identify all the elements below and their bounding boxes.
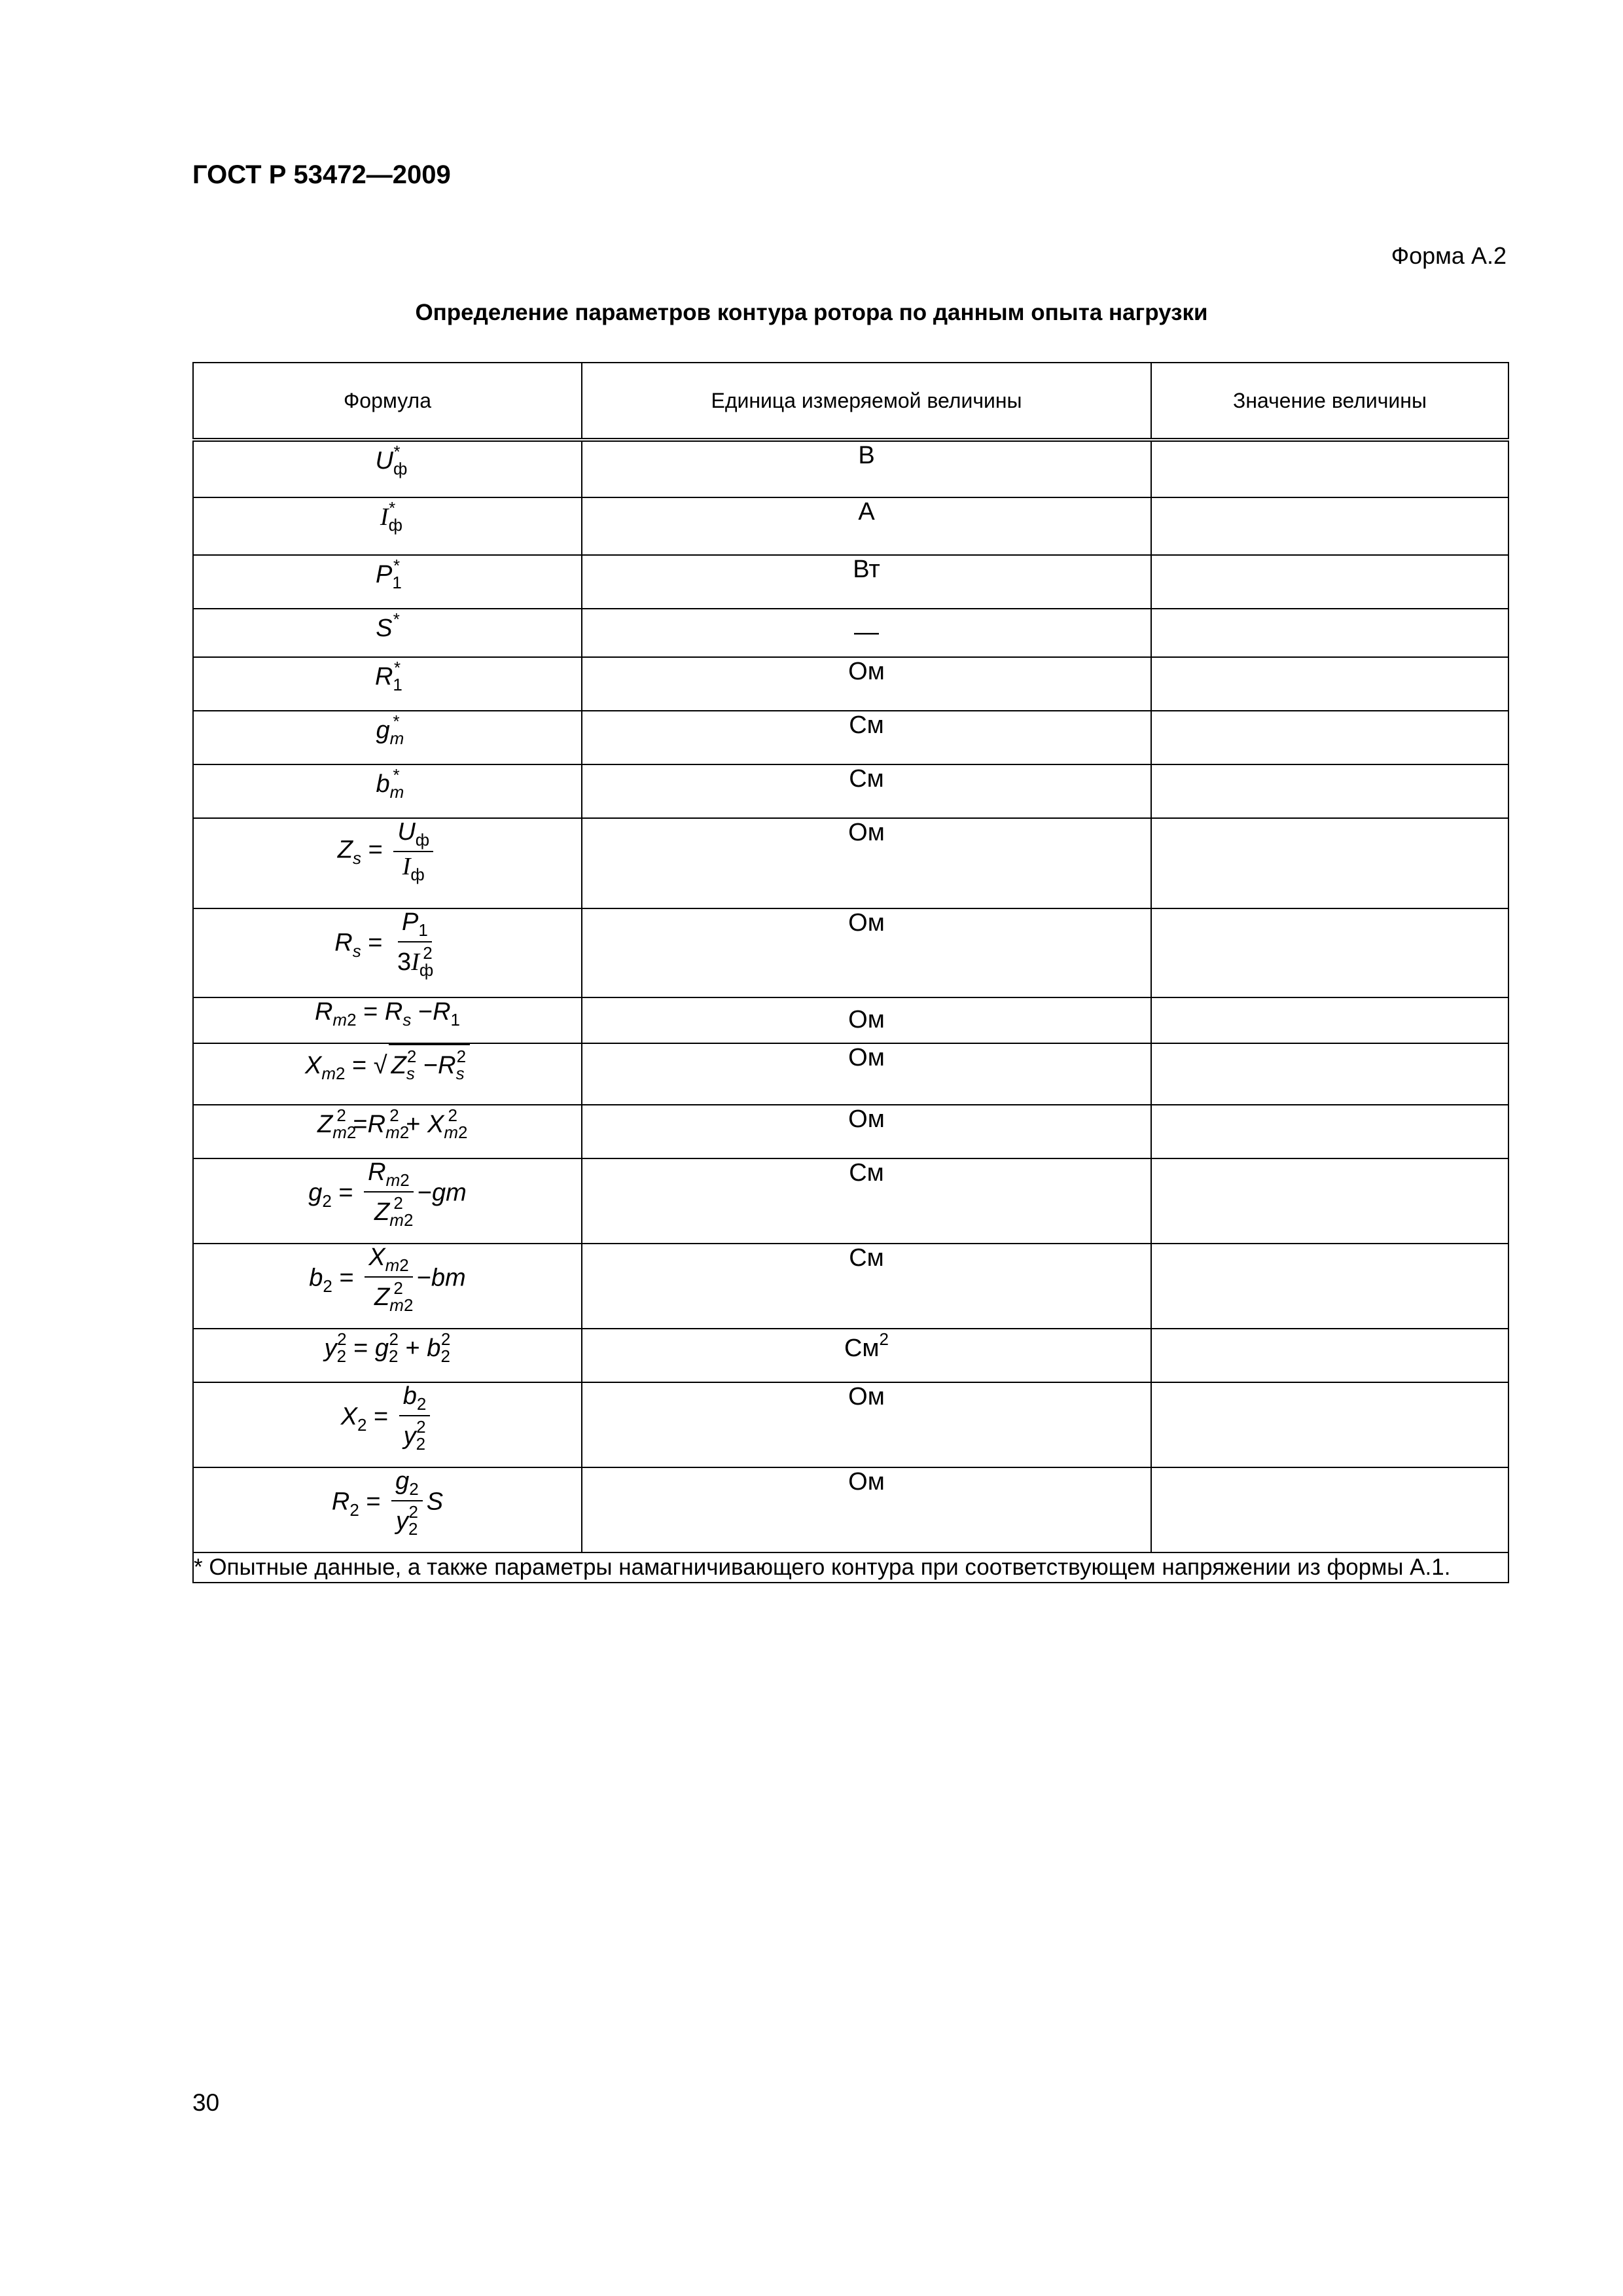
value-cell[interactable] [1151,1105,1508,1158]
column-header-formula: Формула [193,363,582,440]
table-row [193,440,1508,497]
table-row [193,1467,1508,1552]
formula-cell: $I_ф^*$ [193,497,582,555]
formula-cell: $P_1^*$ [193,555,582,609]
unit-cell: См [582,764,1151,818]
unit-cell: См [582,1158,1151,1244]
value-cell[interactable] [1151,818,1508,908]
table-row [193,657,1508,711]
document-header: ГОСТ Р 53472—2009 [192,160,451,189]
form-reference: Форма А.2 [1391,242,1507,269]
formula-cell: $y_2^2 = g_2^2 + b_2^2$ [193,1329,582,1382]
footnote-row [193,1552,1508,1583]
formula-cell: $R_s$ = $\frac{P_1}{3I_ф^2}$ [193,908,582,997]
value-cell[interactable] [1151,1382,1508,1467]
unit-cell: Ом [582,818,1151,908]
value-cell[interactable] [1151,497,1508,555]
unit-cell: Ом [582,1105,1151,1158]
value-cell[interactable] [1151,1329,1508,1382]
table-header-row [193,363,1508,440]
unit-cell: Вт [582,555,1151,609]
formula-cell: $g_m^*$ [193,711,582,764]
unit-cell: Ом [582,657,1151,711]
value-cell[interactable] [1151,657,1508,711]
formula-cell: $g_2$ = $\frac{R_{m2}}{Z_{m2}^2}$ −gm [193,1158,582,1244]
value-cell[interactable] [1151,1244,1508,1329]
page-number: 30 [192,2089,220,2116]
formula-cell: $b_2$ = $\frac{X_{m2}}{Z_{m2}^2}$ −bm [193,1244,582,1329]
table-row [193,1158,1508,1244]
unit-cell [582,1329,1151,1382]
unit-cell: Ом [582,1382,1151,1467]
unit-cell: Ом [582,997,1151,1043]
table-row [193,997,1508,1043]
unit-cell: См [582,1244,1151,1329]
table-row [193,1329,1508,1382]
value-cell[interactable] [1151,1158,1508,1244]
table-row [193,1105,1508,1158]
table-row [193,1244,1508,1329]
table-row [193,609,1508,657]
value-cell[interactable] [1151,1043,1508,1105]
value-cell[interactable] [1151,764,1508,818]
formula-cell: $R_1^*$ [193,657,582,711]
formula-cell: $U_ф^*$ [193,440,582,497]
formula-cell: S* [193,609,582,657]
table-row [193,908,1508,997]
unit-cell: См [582,711,1151,764]
table-row [193,497,1508,555]
parameters-table [192,362,1509,1583]
unit-superscript: 2 [879,1329,889,1349]
formula-cell: $X_{m2}$ = √ $Z_s^2 -R_s^2$ [193,1043,582,1105]
value-cell[interactable] [1151,555,1508,609]
table-row [193,555,1508,609]
formula-cell: $Z_{m2}^2 =R_{m2}^2 + X_{m2}^2$ [193,1105,582,1158]
table-row [193,1043,1508,1105]
unit-text: См [844,1334,880,1362]
formula-cell: $b_m^*$ [193,764,582,818]
unit-cell: В [582,440,1151,497]
unit-cell: Ом [582,908,1151,997]
column-header-value: Значение величины [1151,363,1508,440]
footnote: * Опытные данные, а также параметры намагничивающего контура при соответствующем напряжении из формы А.1. [193,1552,1508,1583]
value-cell[interactable] [1151,1467,1508,1552]
unit-cell: Ом [582,1043,1151,1105]
value-cell[interactable] [1151,711,1508,764]
formula-cell: $X_2$ = $\frac{b_2}{y_2^2}$ [193,1382,582,1467]
table-title: Определение параметров контура ротора по данным опыта нагрузки [415,300,1208,325]
formula-cell: $R_{m2} = R_s -R_1$ [193,997,582,1043]
table-row [193,1382,1508,1467]
formula-cell: $R_2$ = $\frac{g_2}{y_2^2}$ S [193,1467,582,1552]
unit-cell: А [582,497,1151,555]
table-row [193,711,1508,764]
formula-cell: $Z_s$ = $\frac{U_ф}{I_ф}$ [193,818,582,908]
value-cell[interactable] [1151,997,1508,1043]
value-cell[interactable] [1151,908,1508,997]
unit-cell: Ом [582,1467,1151,1552]
table-row [193,818,1508,908]
value-cell[interactable] [1151,609,1508,657]
table-row [193,764,1508,818]
value-cell[interactable] [1151,440,1508,497]
column-header-unit: Единица измеряемой величины [582,363,1151,440]
unit-cell: — [582,609,1151,657]
